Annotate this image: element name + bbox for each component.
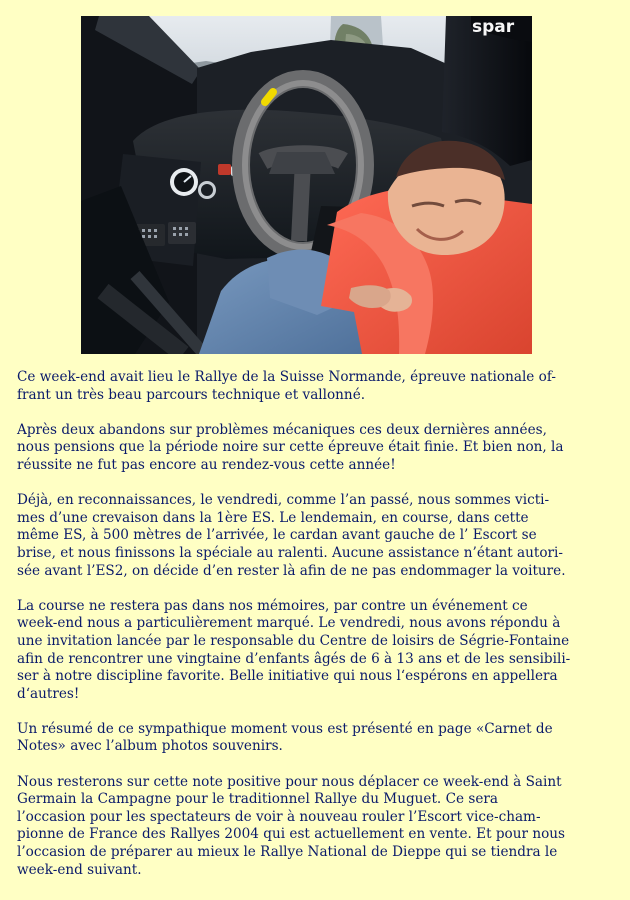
article-paragraph [17,422,617,475]
article-paragraph [17,369,617,404]
article-line: sée avant l’ES2, on décide d’en rester là afin de ne pas endommager la voiture. [17,562,566,579]
article-paragraph [17,774,617,880]
rally-driver-in-car-photo [81,16,532,354]
article-line: d‘autres! [17,685,80,702]
article-line: l’occasion de préparer au mieux le Rallye National de Dieppe qui se tiendra le [17,844,558,861]
article-line: même ES, à 500 mètres de l’arrivée, le cardan avant gauche de l’ Escort se [17,527,537,544]
article-line: ser à notre discipline favorite. Belle initiative qui nous l‘espérons en appellera [17,668,558,685]
article-line: week-end nous a particulièrement marqué. Le vendredi, nous avons répondu à [17,615,561,632]
article-line: Germain la Campagne pour le traditionnel Rallye du Muguet. Ce sera [17,791,498,808]
article-line: frant un très beau parcours technique et vallonné. [17,386,366,403]
article-line: Déjà, en reconnaissances, le vendredi, comme l’an passé, nous sommes victi- [17,492,550,509]
article-paragraph [17,721,617,756]
article-line: brise, et nous finissons la spéciale au ralenti. Aucune assistance n’étant autori- [17,544,563,561]
article-line: une invitation lancée par le responsable du Centre de loisirs de Ségrie-Fontaine [17,632,570,649]
article-line: Ce week-end avait lieu le Rallye de la Suisse Normande, épreuve nationale of- [17,369,556,385]
article-line: l’occasion pour les spectateurs de voir à nouveau rouler l’Escort vice-cham- [17,808,541,825]
article-line: Après deux abandons sur problèmes mécaniques ces deux dernières années, [17,421,547,438]
article-line: réussite ne fut pas encore au rendez-vous cette année! [17,456,396,473]
article-line: Notes» avec l’album photos souvenirs. [17,738,283,755]
article-line: afin de rencontrer une vingtaine d’enfants âgés de 6 à 13 ans et de les sensibili- [17,650,571,667]
seat-brand-text: spar [472,17,515,37]
article-photo [81,16,532,354]
article-text [17,369,617,897]
article-paragraph [17,492,617,580]
article-line: nous pensions que la période noire sur cette épreuve était finie. Et bien non, la [17,439,564,456]
article-line: pionne de France des Rallyes 2004 qui est actuellement en vente. Et pour nous [17,826,565,843]
article-paragraph [17,598,617,704]
article-line: La course ne restera pas dans nos mémoires, par contre un événement ce [17,597,528,614]
article-line: mes d’une crevaison dans la 1ère ES. Le lendemain, en course, dans cette [17,509,529,526]
article-line: Un résumé de ce sympathique moment vous est présenté en page «Carnet de [17,720,553,737]
article-line: week-end suivant. [17,861,142,878]
article-line: Nous resterons sur cette note positive pour nous déplacer ce week-end à Saint [17,773,562,790]
